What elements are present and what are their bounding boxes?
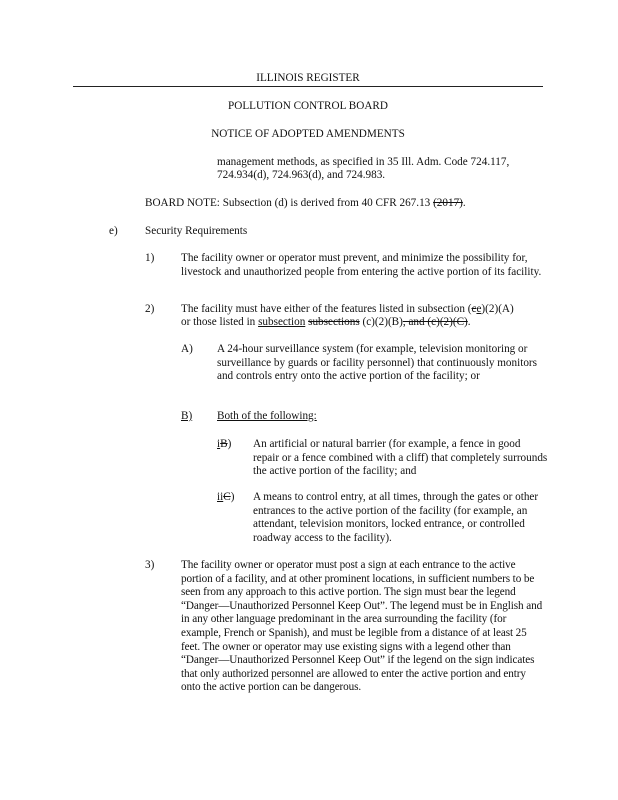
item-2b-i-paren: ) [227, 438, 232, 450]
item-2-l1-text: The facility must have either of the features listed in subsection ( [181, 303, 472, 315]
item-2-line-1 [181, 303, 514, 317]
board-note-end: . [462, 197, 466, 209]
board-note-text: BOARD NOTE: Subsection (d) is derived from 40 CFR 267.13 [145, 197, 434, 209]
item-2b-i-inserted: i [217, 438, 221, 450]
item-2b-ii-inserted: ii [217, 491, 224, 503]
item-2a-label: A) [181, 343, 193, 355]
item-1-label: 1) [145, 252, 155, 264]
board-title: POLLUTION CONTROL BOARD [228, 100, 388, 112]
board-note-struck-year: (2017) [433, 197, 463, 209]
item-2-l1-struck: c [471, 303, 477, 315]
section-e-label: e) [109, 225, 118, 237]
item-2-l2-text: or those listed in [181, 316, 259, 328]
board-note [145, 197, 466, 211]
item-2-l2-end: . [467, 316, 471, 328]
item-2b-ii-paren: ) [230, 491, 235, 503]
item-2-line-2 [181, 316, 471, 330]
notice-title: NOTICE OF ADOPTED AMENDMENTS [211, 128, 405, 140]
item-2b-text: Both of the following: [217, 410, 317, 422]
item-2-l1-end: )(2)(A) [481, 303, 514, 315]
header-rule [73, 86, 543, 87]
item-2-label: 2) [145, 303, 155, 315]
item-2b-i-struck: B [220, 438, 228, 450]
item-2b-ii-struck: C [223, 491, 231, 503]
item-2-l2-inserted: subsection [258, 316, 306, 328]
item-2-l2-struck-1: subsections [308, 316, 360, 328]
item-2-l2-ref: (c)(2)(B) [359, 316, 403, 328]
item-2-l1-inserted: e [476, 303, 482, 315]
item-2b-ii-label [217, 491, 234, 505]
item-3-text: The facility owner or operator must post a sign at each entrance to the active portion of a facility, and at other prominent locations, in sufficient numbers to be seen from any approach to this active portion. The sign must bear the legend “Danger—Unauthorized Personnel Keep Out”. The legend must be in English and in any other language predominant in the area surrounding the facility (for example, French or Spanish), and must be legible from a distance of at least 25 feet. The owner or operator may use existing signs with a legend other than “Danger—Unauthorized Personnel Keep Out” if the legend on the sign indicates that only authorized personnel are allowed to enter the active portion and entry onto the active portion can be dangerous. [181, 559, 543, 694]
item-2b-i-text: An artificial or natural barrier (for example, a fence in good repair or a fence combined with a cliff) that completely surrounds the active portion of the facility; and [253, 438, 548, 478]
item-1-text: The facility owner or operator must prevent, and minimize the possibility for, livestock and unauthorized people from entering the active portion of its facility. [181, 252, 542, 278]
register-title: ILLINOIS REGISTER [256, 72, 360, 84]
section-e-title: Security Requirements [145, 225, 248, 237]
item-2b-label: B) [181, 410, 193, 422]
continuation-line-1: management methods, as specified in 35 Ill. Adm. Code 724.117, [217, 156, 510, 168]
item-3-label: 3) [145, 559, 155, 571]
item-2a-text: A 24-hour surveillance system (for example, television monitoring or surveillance by guards or facility personnel) that continuously monitors and controls entry onto the active portion of the facility; or [217, 343, 538, 383]
item-2-l2-struck-2: , and (c)(2)(C) [402, 316, 468, 328]
item-2b-ii-text: A means to control entry, at all times, through the gates or other entrances to the active portion of the facility (for example, an attendant, television monitors, locked entrance, or controlled roadway access to the facility). [253, 491, 539, 544]
continuation-line-2: 724.934(d), 724.963(d), and 724.983. [217, 169, 386, 181]
item-2b-i-label [217, 438, 231, 452]
